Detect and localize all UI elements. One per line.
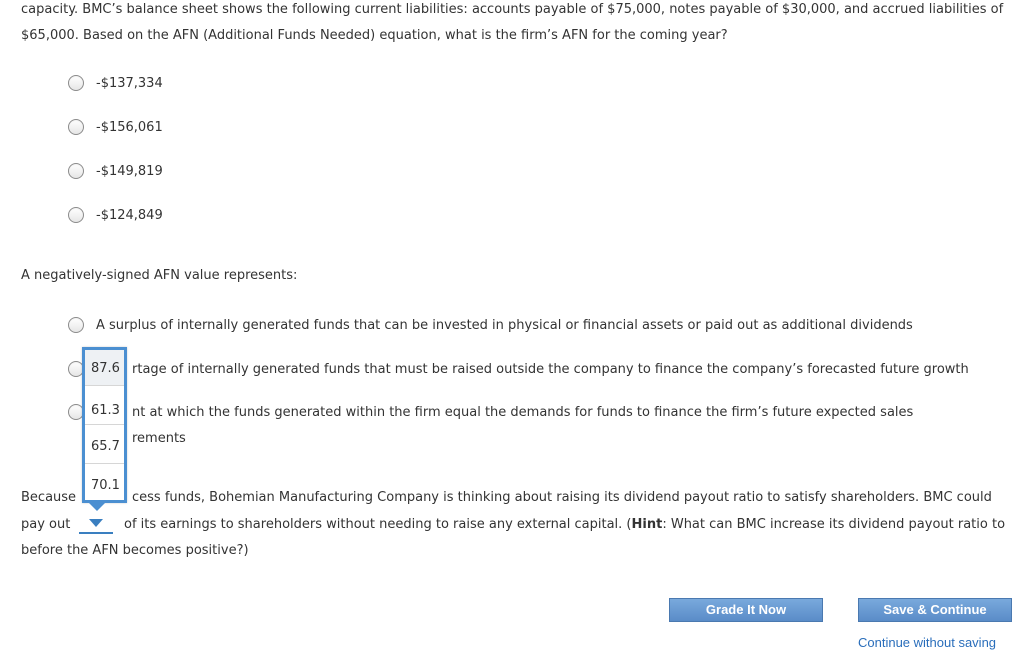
q3-line-1-start: Because: [21, 490, 77, 505]
dropdown-menu: [82, 347, 127, 503]
q1-option-1-radio[interactable]: [68, 75, 84, 91]
q2-option-3-label[interactable]: nt at which the funds generated within the firm equal the demands for funds to finance the firm’s future expected sales: [132, 405, 914, 420]
q3-line-2-text: of its earnings to shareholders without needing to raise any external capital. (: [124, 517, 632, 532]
q3-line-2-end: [124, 512, 1005, 538]
q1-option-3-label[interactable]: -$149,819: [96, 164, 163, 179]
q3-line-2-hint-text: : What can BMC increase its dividend payout ratio to: [662, 517, 1006, 532]
q1-option-1-label[interactable]: -$137,334: [96, 76, 163, 91]
q1-option-4-radio[interactable]: [68, 207, 84, 223]
dropdown-option[interactable]: 61.3: [85, 389, 124, 425]
question-1-text: capacity. BMC’s balance sheet shows the following current liabilities: accounts payable of $75,000, notes payable of $30,000, and accrued liabilities of $65,000. Based on the AFN (Additional Funds Needed) equation, what is the firm’s AFN for the coming year?: [21, 2, 1004, 43]
dropdown-option[interactable]: 87.6: [85, 350, 124, 386]
q1-option-3-radio[interactable]: [68, 163, 84, 179]
dropdown-option[interactable]: 65.7: [85, 428, 124, 464]
question-2-label: A negatively-signed AFN value represents:: [21, 268, 298, 283]
q1-option-2-radio[interactable]: [68, 119, 84, 135]
dropdown-pointer: [89, 503, 105, 511]
q3-line-2-start: pay out: [21, 517, 71, 532]
grade-it-now-button[interactable]: Grade It Now: [669, 598, 823, 622]
q2-option-1-radio[interactable]: [68, 317, 84, 333]
q3-line-3: before the AFN becomes positive?): [21, 543, 249, 558]
q1-option-2-label[interactable]: -$156,061: [96, 120, 163, 135]
q3-line-1-end: cess funds, Bohemian Manufacturing Company is thinking about raising its dividend payout ratio to satisfy shareholders. BMC could: [132, 490, 992, 505]
q2-option-2-label[interactable]: rtage of internally generated funds that must be raised outside the company to finance the company’s forecasted future growth: [132, 362, 969, 377]
q2-option-3-label-continued: rements: [132, 431, 186, 446]
continue-without-saving-link[interactable]: Continue without saving: [858, 635, 997, 650]
save-and-continue-button[interactable]: Save & Continue: [858, 598, 1012, 622]
q2-option-1-label[interactable]: A surplus of internally generated funds that can be invested in physical or financial assets or paid out as additional dividends: [96, 318, 913, 333]
hint-label: Hint: [631, 517, 663, 532]
q1-option-4-label[interactable]: -$124,849: [96, 208, 163, 223]
dropdown-underline[interactable]: [79, 532, 113, 534]
dropdown-option[interactable]: 70.1: [91, 478, 120, 493]
dropdown-chevron-down-icon[interactable]: [89, 519, 103, 527]
